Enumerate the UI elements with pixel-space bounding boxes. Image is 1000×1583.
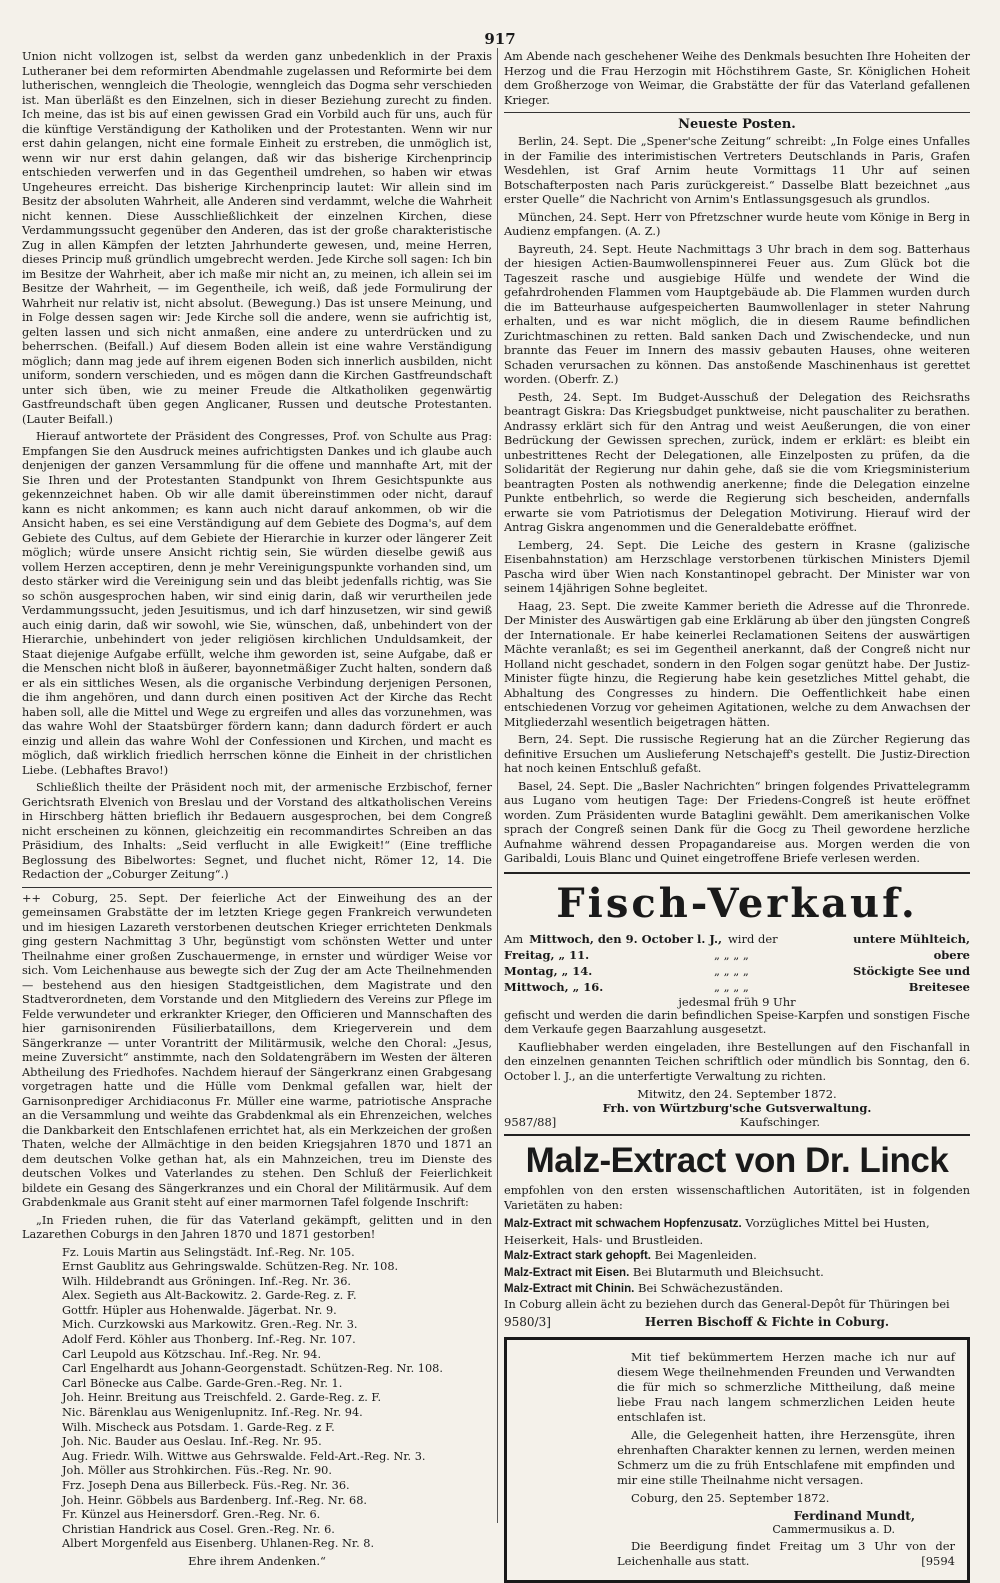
closing-paragraph: Schließlich theilte der Präsident noch mit, der armenische Erzbischof, ferner Gerichtsrath Elvenich von Breslau und der Vorstand des altkatholischen Vereins in Hirschberg hätten brieflich ihr Bedauern ausgesprochen, bei dem Congreß nicht erscheinen zu können, gleichzeitig ein recommandirtes Schreiben an das Präsidium, des Inhalts: „Seid verflucht in alle Ewigkeit!“ (Eine treffliche Beglossung des Bibelwortes: Segnet, und fluchet nicht, Römer 12, 14. Die Redaction der „Coburger Zeitung“.) — [22, 781, 492, 881]
list-item: Mich. Curzkowski aus Markowitz. Gren.-Reg. Nr. 3. — [62, 1318, 358, 1332]
ad-divider — [504, 872, 970, 874]
news-item: Basel, 24. Sept. Die „Basler Nachrichten“ bringen folgendes Privattelegramm aus Lugano vom heutigen Tage: Der Friedens-Congreß ist heute eröffnet worden. Zum Präsidenten wurde Bataglini gewählt. Dem amerikanischen Volke sprach der Congreß seinen Dank für die Gocg zu Theil gewordene herzliche Aufnahme während dessen Propagandareise aus. Morgen werden die von Garibaldi, Louis Blanc und Quinet eingetroffene Briefe verlesen werden. — [504, 779, 970, 865]
ad-text: empfohlen von den ersten wissenschaftlichen Autoritäten, ist in folgenden Varietäten zu haben: — [504, 1184, 970, 1212]
news-item: Bern, 24. Sept. Die russische Regierung hat an die Zürcher Regierung das definitive Ersuchen um Auslieferung Netschajeff's gestellt. Die Justiz-Direction hat noch keinen Entschluß gefaßt. — [504, 733, 970, 775]
ad-footer — [504, 1115, 970, 1129]
list-item: Malz-Extract mit Chinin. Bei Schwächezuständen. — [504, 1281, 784, 1295]
news-item: München, 24. Sept. Herr von Pfretzschner wurde heute vom Könige in Berg in Audienz empfangen. (A. Z.) — [504, 210, 970, 238]
news-item: Lemberg, 24. Sept. Die Leiche des gestern in Krasne (galizische Eisenbahnstation) am Herzschlage verstorbenen türkischen Ministers Djemil Pascha wird über Wien nach Konstantinopel gebracht. Der Minister war von seinem 14jährigen Sohne begleitet. — [504, 538, 970, 595]
notice-signer: Ferdinand Mundt, — [793, 1509, 915, 1523]
notice-text: Mit tief bekümmertem Herzen mache ich nur auf diesem Wege theilnehmenden Freunden und Verwandten die für mich so schmerzliche Mittheilung, daß meine liebe Frau nach langem schmerzlichen Leiden heute entschlafen ist. — [617, 1350, 955, 1424]
visit-paragraph: Am Abende nach geschehener Weihe des Denkmals besuchten Ihre Hoheiten der Herzog und die Frau Herzogin mit Höchstihrem Gaste, Sr. Königlichen Hoheit dem Großherzoge von Weimar, die Grabstätte der für das Vaterland gefallenen Krieger. — [504, 50, 970, 107]
ad-title: Malz-Extract von Dr. Linck — [525, 1141, 949, 1180]
inscription-closing: Ehre ihrem Andenken.“ — [188, 1553, 326, 1568]
ad-footer — [504, 1315, 970, 1329]
list-item: Ernst Gaublitz aus Gehringswalde. Schützen-Reg. Nr. 108. — [62, 1260, 399, 1274]
column-divider — [497, 48, 498, 1523]
notice-code: [9594 — [921, 1554, 955, 1568]
product-list — [504, 1216, 970, 1298]
inscription-text: „In Frieden ruhen, die für das Vaterland gekämpft, gelitten und in den Lazarethen Coburgs in den Jahren 1870 und 1871 gestorben! — [22, 1213, 492, 1241]
malz-extract-ad — [504, 1141, 970, 1329]
schedule-row: Am Mittwoch, den 9. October l. J., wird der untere Mühlteich, — [504, 931, 970, 946]
list-item: Aug. Friedr. Wilh. Wittwe aus Gehrswalde. Feld-Art.-Reg. Nr. 3. — [62, 1449, 426, 1463]
list-item: Alex. Segieth aus Alt-Backowitz. 2. Garde-Reg. z. F. — [62, 1289, 357, 1303]
list-item: Gottfr. Hüpler aus Hohenwalde. Jägerbat. Nr. 9. — [62, 1303, 337, 1317]
list-item: Carl Leupold aus Kötzschau. Inf.-Reg. Nr. 94. — [62, 1347, 322, 1361]
death-notice — [504, 1337, 970, 1583]
schedule-row: Mittwoch, „ 16. „ „ „ „ Breitesee — [504, 979, 970, 994]
list-item: Fr. Künzel aus Heinersdorf. Gren.-Reg. Nr. 6. — [62, 1508, 321, 1522]
ad-text: gefischt und werden die darin befindlichen Speise-Karpfen und sonstigen Fische dem Verkaufe gegen Baarzahlung ausgesetzt. — [504, 1008, 970, 1036]
notice-burial: Die Beerdigung findet Freitag um 3 Uhr von der Leichenhalle aus statt. [9594 — [617, 1539, 955, 1568]
list-item: Malz-Extract mit schwachem Hopfenzusatz. Vorzügliches Mittel bei Husten, Heiserkeit, Hals- und Brustleiden. — [504, 1216, 930, 1247]
notice-place-date: Coburg, den 25. September 1872. — [631, 1491, 830, 1505]
divider — [22, 887, 492, 888]
list-item: Christian Handrick aus Cosel. Gren.-Reg. Nr. 6. — [62, 1522, 335, 1536]
list-item: Joh. Heinr. Breitung aus Treischfeld. 2. Garde-Reg. z. F. — [62, 1391, 382, 1405]
list-item: Joh. Möller aus Strohkirchen. Füs.-Reg. Nr. 90. — [62, 1464, 332, 1478]
list-item: Wilh. Mischeck aus Potsdam. 1. Garde-Reg. z F. — [62, 1420, 335, 1434]
notice-signer-title: Cammermusikus a. D. — [772, 1523, 895, 1536]
left-column — [22, 50, 492, 1568]
ad-time: jedesmal früh 9 Uhr — [678, 994, 796, 1009]
list-item: Adolf Ferd. Köhler aus Thonberg. Inf.-Reg. Nr. 107. — [62, 1333, 356, 1347]
coburg-report: ++ Coburg, 25. Sept. Der feierliche Act der Einweihung des an der gemeinsamen Grabstätte der im letzten Kriege gegen Frankreich verwundeten und im hiesigen Lazareth verstorbenen deutschen Krieger errichteten Denkmals ging gestern Nachmittag 3 Uhr, begünstigt vom schönsten Wetter und unter Theilnahme einer großen Zuschauermenge, in ernster und würdiger Weise vor sich. Vom Leichenhause aus bewegte sich der Zug der am Acte Theilnehmenden — bestehend aus den hiesigen Stadtgeistlichen, dem Magistrate und den Stadtverordneten, dem Vorstande und den Mitgliedern des Vereins zur Pflege im Felde verwundeter und erkrankter Krieger, den Officieren und Mannschaften des hier garnisonirenden Füsilierbataillons, dem Kriegerverein und dem Sängerkranze — unter Vorantritt der Militärmusik, welche den Choral: „Jesus, meine Zuversicht“ anstimmte, nach den Soldatengräbern im Westen der älteren Abtheilung des Friedhofes. Nachdem hierauf der Sängerkranz einen Grabgesang vorgetragen hatte und die Hülle vom Denkmal gefallen war, hielt der Garnisonprediger Archidiaconus Fr. Müller eine warme, patriotische Ansprache an die Versammlung und weihte das Grabdenkmal als ein Ehrenzeichen, welches die Dankbarkeit den Entschlafenen errichtet hat, als ein Merkzeichen der großen Thaten, welche der Allmächtige in den beiden Kriegsjahren 1870 und 1871 an dem deutschen Volke gethan hat, als ein Mahnzeichen, treu im Dienste des deutschen Volkes und Vaterlandes zu stehen. Den Schluß der Feierlichkeit bildete ein Gesang des Sängerkranzes und ein Choral der Militärmusik. Auf dem Grabdenkmale aus Granit steht auf einer marmornen Tafel folgende Inschrift: — [22, 891, 492, 1209]
ad-text: Kaufliebhaber werden eingeladen, ihre Bestellungen auf den Fischanfall in den einzelnen genannten Teichen schriftlich oder mündlich bis Sonntag, den 6. October l. J., an die unterfertigte Verwaltung zu richten. — [504, 1040, 970, 1083]
page-number: 917 — [484, 30, 516, 48]
section-heading: Neueste Posten. — [678, 117, 796, 132]
ad-schedule — [504, 931, 970, 995]
ad-title: Fisch-Verkauf. — [556, 879, 918, 927]
list-item: Joh. Heinr. Göbbels aus Bardenberg. Inf.-Reg. Nr. 68. — [62, 1493, 368, 1507]
reply-paragraph: Hierauf antwortete der Präsident des Congresses, Prof. von Schulte aus Prag: Empfangen Sie den Ausdruck meines aufrichtigsten Dankes und ich glaube auch denjenigen der ganzen Versammlung für die offene und mannhafte Art, mit der Sie Ihren und der Protestanten Standpunkt von Ihrem Gesichtspunkte aus gekennzeichnet haben. Ob wir alle damit übereinstimmen oder nicht, darauf kann es nicht ankommen; es kann auch nicht darauf ankommen, ob wir die Ansicht haben, es sei eine Verständigung auf dem Gebiete des Dogma's, auf dem Gebiete des Cultus, auf dem Gebiete der Hierarchie in kurzer oder längerer Zeit möglich; würde unsere Ansicht richtig sein, Sie würden dieselbe gewiß aus vollem Herzen acceptiren, denn je mehr Vereinigungspunkte vorhanden sind, um desto stärker wird die Vereinigung sein und das bleibt jedenfalls richtig, was Sie so schön ausgesprochen haben, wir sind einig darin, daß wir verurtheilen jede Verdammungssucht, jeden Jesuitismus, und ich darf hinzusetzen, wir sind gewiß auch einig darin, daß wir sowohl, wie Sie, wünschen, daß, unbehindert von der Hierarchie, unbehindert von jeder religiösen kirchlichen Unduldsamkeit, der Staat diejenige Aufgabe erfüllt, welche ihm geworden ist, seine Aufgabe, daß er die Menschen nicht bloß in äußerer, bayonnetmäßiger Zucht halten, sondern daß er als ein sittliches Wesen, als die organische Verbindung derjenigen Personen, die ihm angehören, und dann durch einen positiven Act der Kirche das Recht haben soll, alle die Mittel und Wege zu ergreifen und alles das vorzunehmen, was das wahre Wohl der Staatsbürger fördern kann; dann dadurch fördert er auch einzig und allein das wahre Wohl der Confessionen und Kirchen, und macht es möglich, daß wirklich friedlich herrschen könne die Einheit in der christlichen Liebe. (Lebhaftes Bravo!) — [22, 430, 492, 777]
list-item: Frz. Joseph Dena aus Billerbeck. Füs.-Reg. Nr. 36. — [62, 1479, 350, 1492]
list-item: Malz-Extract mit Eisen. Bei Blutarmuth und Bleichsucht. — [504, 1264, 824, 1279]
right-column — [504, 50, 970, 1568]
ad-sub: Kaufschinger. — [739, 1115, 820, 1129]
fish-sale-ad — [504, 880, 970, 1130]
ad-code: 9587/88] — [504, 1115, 557, 1129]
fallen-soldiers-list — [62, 1246, 492, 1552]
speech-paragraph: Union nicht vollzogen ist, selbst da werden ganz unbedenklich in der Praxis Lutheraner bei dem reformirten Abendmahle zugelassen und Reformirte bei dem lutherischen, wenngleich die Theologie, wenngleich das Dogma sehr verschieden ist. Man überläßt es den Einzelnen, sich in dieser Beziehung zurecht zu finden. Ich meine, das ist bis auf einen gewissen Grad ein Vorbild auch für uns, auch für die künftige Verständigung der Katholiken und der Protestanten. Wenn wir nur erst dahin gelangen, nicht eine formale Einheit zu erstreben, die unmöglich ist, wenn wir nur erst dahin gelangen, daß wir das bisherige Kirchenprincip entschieden verwerfen und in das Gegentheil umdrehen, so haben wir etwas Ungeheures erreicht. Das bisherige Kirchenprincip lautet: Wir allein sind im Besitz der absoluten Wahrheit, alle Anderen sind verdammt, welche die Wahrheit nicht kennen. Diese Ausschließlichkeit der einzelnen Kirchen, diese Verdammungssucht gegenüber den Anderen, das ist der große charakteristische Zug in allen Kämpfen der letzten Jahrhunderte gewesen, und, meine Herren, dieses Princip muß gründlich umgebrecht werden. Jede Kirche soll sagen: Ich bin im Besitze der Wahrheit, aber ich maße mir nicht an, zu meinen, ich allein sei im Besitze der Wahrheit, — im Gegentheile, ich weiß, daß jede Formulirung der Wahrheit nur relativ ist, nicht absolut. (Bewegung.) Das ist unsere Meinung, und in Folge dessen sagen wir: Jede Kirche soll die andere, wenn sie aufrichtig ist, gelten lassen und sich nicht anmaßen, eine andere zu unterdrücken und zu beherrschen. (Beifall.) Auf diesem Boden allein ist eine wahre Verständigung möglich; dann mag jede auf ihrem eigenen Boden sich innerlich ausbilden, nicht uniform, sondern verschieden, und es mögen dann die Kirchen Gastfreundschaft unter sich üben, wie zu meiner Freude die Altkatholiken gegenwärtig Gastfreundschaft üben gegen Anglicaner, Russen und deutsche Protestanten. (Lauter Beifall.) — [22, 50, 492, 426]
ad-divider — [504, 1134, 970, 1136]
ad-dealer: Herren Bischoff & Fichte in Coburg. — [644, 1315, 890, 1329]
list-item: Malz-Extract stark gehopft. Bei Magenleiden. — [504, 1248, 757, 1262]
ad-place-date: Mitwitz, den 24. September 1872. — [637, 1087, 837, 1101]
news-item: Berlin, 24. Sept. Die „Spener'sche Zeitung“ schreibt: „In Folge eines Unfalles in der Familie des interimistischen Vertreters Deutschlands in Paris, Grafen Wesdehlen, ist Graf Arnim heute Vormittags 11 Uhr auf seinen Botschafterposten nach Paris zurückgereist.“ Dasselbe Blatt bezeichnet „aus erster Quelle“ die Nachricht von Arnim's Entlassungsgesuch als grundlos. — [504, 135, 970, 206]
notice-text: Alle, die Gelegenheit hatten, ihre Herzensgüte, ihren ehrenhaften Charakter kennen zu lernen, werden meinen Schmerz um die zu früh Entschlafene mit empfinden und mir eine stille Theilnahme nicht versagen. — [617, 1428, 955, 1487]
news-item: Haag, 23. Sept. Die zweite Kammer berieth die Adresse auf die Thronrede. Der Minister des Auswärtigen gab eine Erklärung ab über den jüngsten Congreß der Internationale. Er habe keinerlei Reclamationen Seitens der auswärtigen Mächte veranlaßt; es sei im Gegentheil anerkannt, daß der Congreß nicht nur Holland nicht geschadet, sondern in den Folgen sogar genützt habe. Der Justiz-Minister fügte hinzu, die Regierung habe kein gesetzliches Mittel gehabt, die Abhaltung des Congresses zu hindern. Die Oeffentlichkeit habe einen entschiedenen Vorzug vor geheimen Agitationen, welche zu dem Anwachsen der Mitgliederzahl wesentlich beigetragen hätten. — [504, 599, 970, 729]
schedule-row: Freitag, „ 11. „ „ „ „ obere — [504, 947, 970, 962]
list-item: Albert Morgenfeld aus Eisenberg. Uhlanen-Reg. Nr. 8. — [62, 1537, 375, 1551]
list-item: Fz. Louis Martin aus Selingstädt. Inf.-Reg. Nr. 105. — [62, 1245, 355, 1259]
list-item: Carl Bönecke aus Calbe. Garde-Gren.-Reg. Nr. 1. — [62, 1376, 343, 1390]
ad-text: In Coburg allein ächt zu beziehen durch das General-Depôt für Thüringen bei — [504, 1297, 950, 1311]
list-item: Nic. Bärenklau aus Wenigenlupnitz. Inf.-Reg. Nr. 94. — [62, 1406, 363, 1420]
ad-signer: Frh. von Würtzburg'sche Gutsverwaltung. — [602, 1101, 872, 1115]
list-item: Carl Engelhardt aus Johann-Georgenstadt. Schützen-Reg. Nr. 108. — [62, 1362, 443, 1376]
schedule-row: Montag, „ 14. „ „ „ „ Stöckigte See und — [504, 963, 970, 978]
ad-code: 9580/3] — [504, 1315, 551, 1329]
list-item: Joh. Nic. Bauder aus Oeslau. Inf.-Reg. Nr. 95. — [62, 1435, 322, 1449]
divider — [504, 112, 970, 113]
list-item: Wilh. Hildebrandt aus Gröningen. Inf.-Reg. Nr. 36. — [62, 1274, 351, 1288]
news-item: Bayreuth, 24. Sept. Heute Nachmittags 3 Uhr brach in dem sog. Batterhaus der hiesigen Actien-Baumwollenspinnerei Feuer aus. Zum Glück bot die Tageszeit rasche und ausgiebige Hülfe und wendete der Wind die gefahrdrohenden Flammen vom Hauptgebäude ab. Die Flammen wurden durch die im Batteurhause aufgespeicherten Baumwollenlager in steter Nahrung erhalten, und es war nicht möglich, die in diesem Raume befindlichen Zurichtmaschinen zu retten. Bald sanken Dach und Zwischendecke, und nun brannte das Feuer im Innern des massiv gebauten Hauses, ohne weiteren Schaden verursachen zu können. Das anstoßende Maschinenhaus ist gerettet worden. (Oberfr. Z.) — [504, 242, 970, 386]
news-item: Pesth, 24. Sept. Im Budget-Ausschuß der Delegation des Reichsraths beantragt Giskra: Das Kriegsbudget punktweise, nicht pauschaliter zu berathen. Andrassy erklärt sich für den Antrag und weist Aeußerungen, die von einer Bedrückung der Gewissen sprechen, zurück, indem er erklärt: es bleibt ein unbestrittenes Recht der Delegationen, alle Einzelposten zu prüfen, da die Solidarität der Regierung nur dahin gehe, daß sie die vom Kriegsministerium beantragten Posten als nothwendig anerkenne; finde die Delegation einzelne Punkte entbehrlich, so werde die Regierung sich bescheiden, andernfalls erwarte sie vom Patriotismus der Delegation Motivirung. Hierauf wird der Antrag Giskra angenommen und die Generaldebatte eröffnet. — [504, 390, 970, 534]
